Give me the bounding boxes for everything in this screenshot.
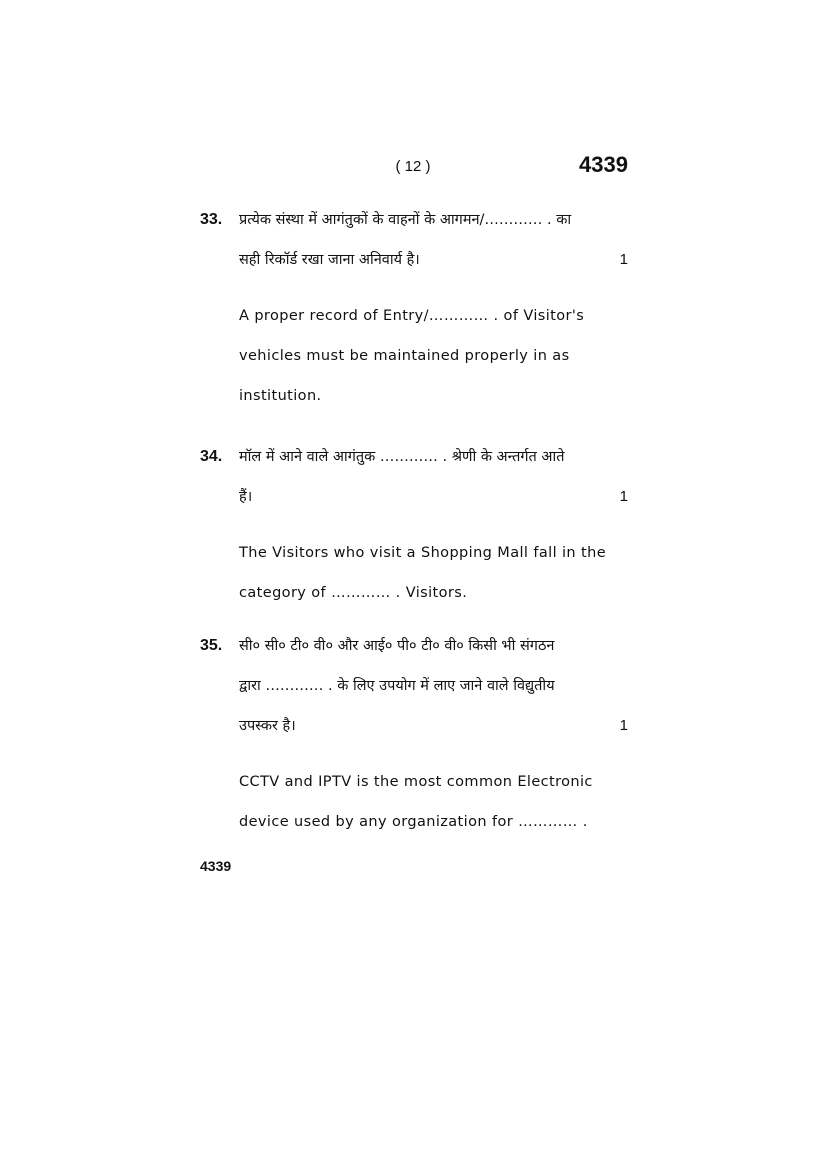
question-body [239, 208, 628, 424]
hindi-line: प्रत्येक संस्था में आगंतुकों के वाहनों के आगमन/………… . का [239, 212, 572, 228]
hindi-text: सही रिकॉर्ड रखा जाना अनिवार्य है। [239, 252, 420, 268]
paper-code-footer: 4339 [200, 858, 232, 874]
english-line: device used by any organization for ………… . [239, 814, 588, 830]
hindi-text: हैं। [239, 489, 253, 505]
english-line: CCTV and IPTV is the most common Electronic [239, 774, 593, 790]
english-line: vehicles must be maintained properly in as [239, 348, 570, 364]
hindi-line-with-marks [239, 485, 628, 525]
question-number: 35. [200, 637, 223, 654]
english-line: institution. [239, 388, 322, 404]
question-number: 34. [200, 448, 223, 465]
marks: 1 [619, 251, 628, 268]
english-line: category of ………… . Visitors. [239, 585, 468, 601]
hindi-line-with-marks [239, 248, 628, 288]
marks: 1 [619, 488, 628, 505]
hindi-line-with-marks [239, 714, 628, 754]
question-number: 33. [200, 211, 223, 228]
hindi-line: मॉल में आने वाले आगंतुक ………… . श्रेणी के अन्तर्गत आते [239, 449, 565, 465]
question-body [239, 634, 628, 850]
marks: 1 [619, 717, 628, 734]
paper-code-header: 4339 [579, 152, 628, 177]
english-line: The Visitors who visit a Shopping Mall fall in the [239, 545, 607, 561]
hindi-line: सी० सी० टी० वी० और आई० पी० टी० वी० किसी भी संगठन [239, 638, 555, 654]
page-number: ( 12 ) [395, 158, 431, 175]
english-line: A proper record of Entry/………… . of Visitor's [239, 308, 585, 324]
hindi-line: द्वारा ………… . के लिए उपयोग में लाए जाने वाले विद्युतीय [239, 678, 555, 694]
question-body [239, 445, 628, 621]
hindi-text: उपस्कर है। [239, 718, 296, 734]
